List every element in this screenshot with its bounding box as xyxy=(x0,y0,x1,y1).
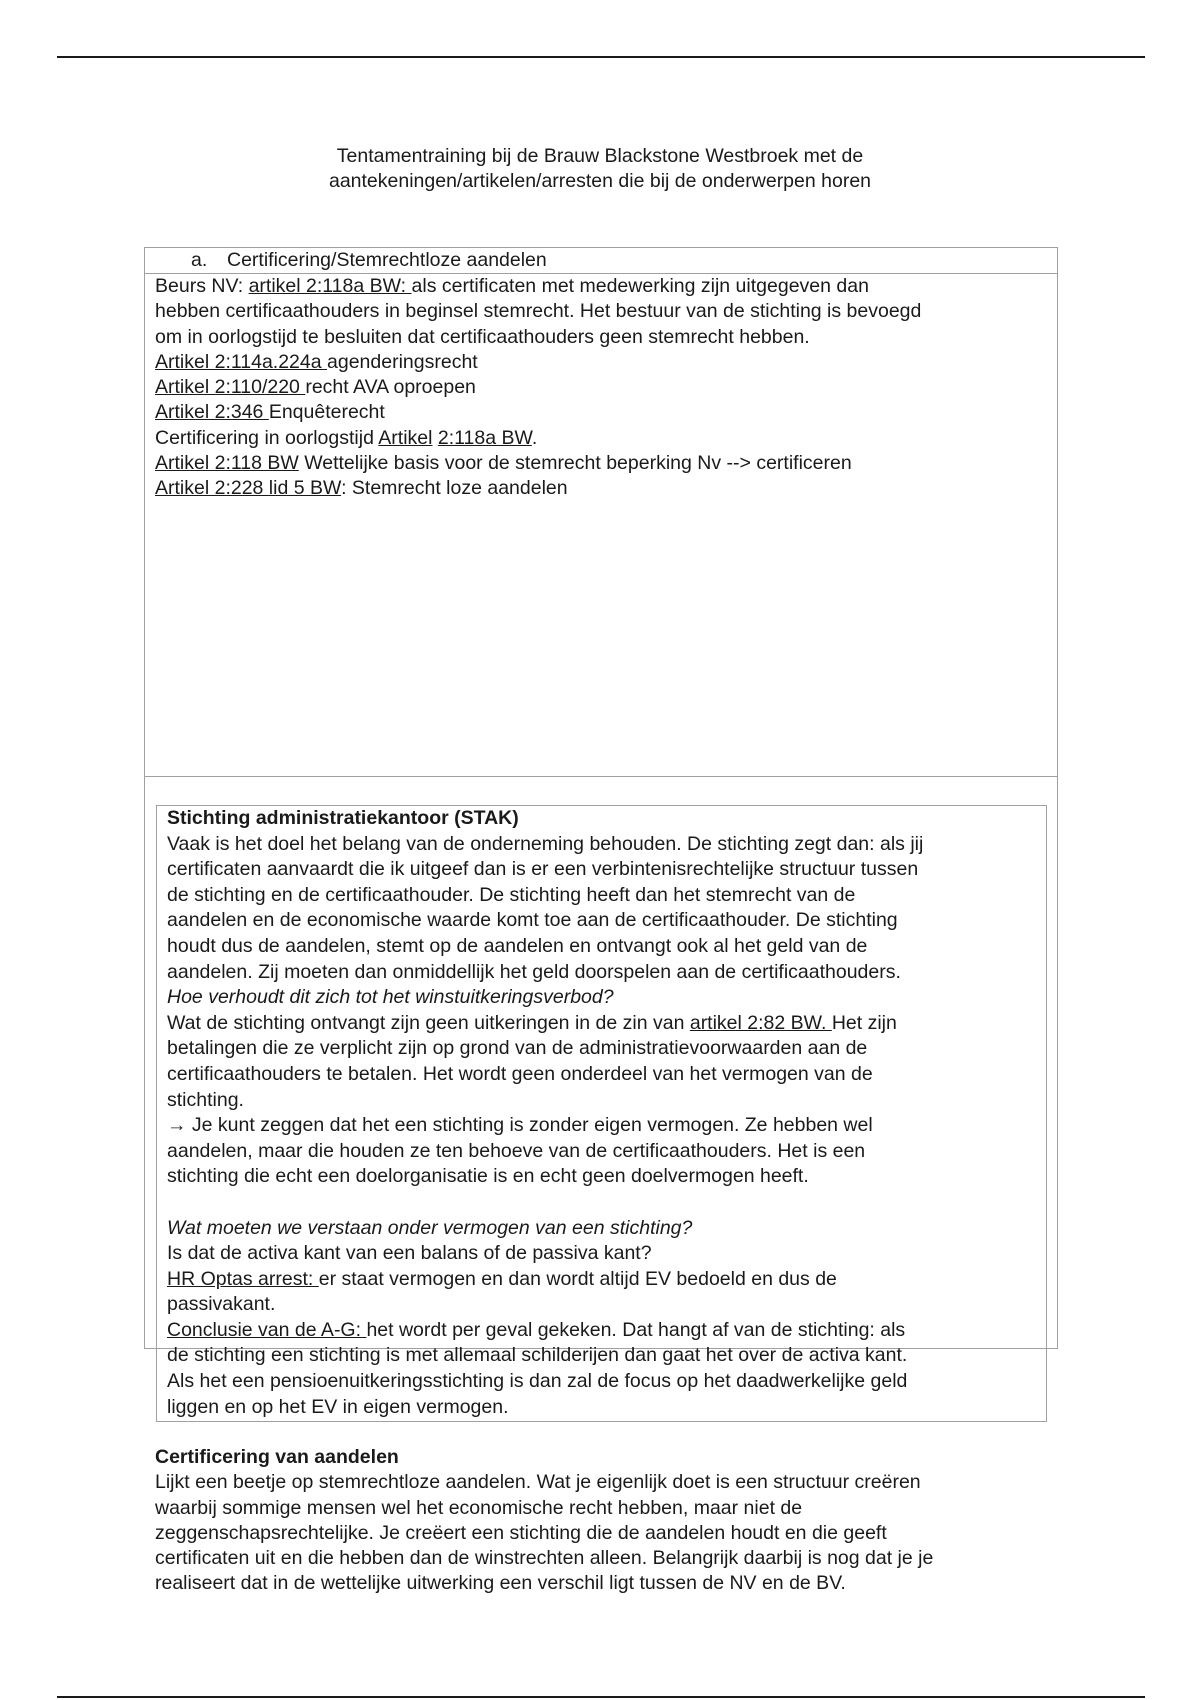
section-title: Certificering/Stemrechtloze aandelen xyxy=(227,249,547,271)
question-line: Wat moeten we verstaan onder vermogen van een stichting? xyxy=(167,1216,693,1239)
text-line: Artikel 2:110/220 recht AVA oproepen xyxy=(155,376,476,399)
article-reference: Artikel 2:114a.224a xyxy=(155,350,328,373)
article-reference: Artikel 2:228 lid 5 BW xyxy=(155,477,342,500)
article-reference: Artikel 2:346 xyxy=(155,401,269,424)
text-line: de stichting en de certificaathouder. De stichting heeft dan het stemrecht van de xyxy=(167,883,856,906)
article-reference: Artikel xyxy=(378,426,433,449)
text-line: Vaak is het doel het belang van de onderneming behouden. De stichting zegt dan: als jij xyxy=(167,832,924,855)
stak-box xyxy=(156,805,1047,1422)
text-line: de stichting een stichting is met allemaal schilderijen dan gaat het over de activa kant. xyxy=(167,1344,908,1367)
text-line: stichting. xyxy=(167,1088,244,1111)
text-line: certificaten uit en die hebben dan de winstrechten alleen. Belangrijk daarbij is nog dat je je xyxy=(155,1547,934,1570)
title-line-2: aantekeningen/artikelen/arresten die bij de onderwerpen horen xyxy=(328,170,872,192)
text-line: HR Optas arrest: er staat vermogen en dan wordt altijd EV bedoeld en dus de xyxy=(167,1267,837,1290)
article-reference: artikel 2:82 BW. xyxy=(689,1011,832,1034)
article-reference: Artikel 2:118 BW xyxy=(155,452,299,475)
text-line: betalingen die ze verplicht zijn op grond van de administratievoorwaarden aan de xyxy=(167,1037,868,1060)
section-letter: a. xyxy=(191,249,208,271)
text-line: Artikel 2:114a.224a agenderingsrecht xyxy=(155,350,478,373)
article-reference: artikel 2:118a BW: xyxy=(248,275,412,297)
text-line: liggen en op het EV in eigen vermogen. xyxy=(167,1395,509,1418)
certificering-section xyxy=(155,1445,1055,1597)
case-reference: Conclusie van de A-G: xyxy=(167,1318,367,1341)
text-line: aandelen, maar die houden ze ten behoeve van de certificaathouders. Het is een xyxy=(167,1139,866,1162)
text-line: → Je kunt zeggen dat het een stichting is zonder eigen vermogen. Ze hebben wel xyxy=(167,1114,873,1137)
stak-heading: Stichting administratiekantoor (STAK) xyxy=(167,807,519,829)
text-line: Lijkt een beetje op stemrechtloze aandelen. Wat je eigenlijk doet is een structuur creëren xyxy=(155,1471,921,1494)
footer-rule xyxy=(57,1696,1145,1698)
text-line: zeggenschapsrechtelijke. Je creëert een stichting die de aandelen houdt en die geeft xyxy=(155,1521,887,1544)
text-line: Wat de stichting ontvangt zijn geen uitkeringen in de zin van artikel 2:82 BW. Het zijn xyxy=(167,1011,897,1034)
text-line: Artikel 2:346 Enquêterecht xyxy=(155,401,385,424)
case-reference: HR Optas arrest: xyxy=(167,1267,319,1290)
text-line: Als het een pensioenuitkeringsstichting is dan zal de focus op het daadwerkelijke geld xyxy=(167,1370,908,1393)
text-line: houdt dus de aandelen, stemt op de aandelen en ontvangt ook al het geld van de xyxy=(167,934,868,957)
text-line: waarbij sommige mensen wel het economische recht hebben, maar niet de xyxy=(155,1496,803,1519)
text-line: aandelen. Zij moeten dan onmiddellijk het geld doorspelen aan de certificaathouders. xyxy=(167,960,901,983)
header-rule xyxy=(57,56,1145,58)
articles-cell xyxy=(145,274,1057,777)
certificering-heading: Certificering van aandelen xyxy=(155,1446,399,1468)
text-line: stichting die echt een doelorganisatie is en echt geen doelvermogen heeft. xyxy=(167,1165,809,1188)
title-line-1: Tentamentraining bij de Brauw Blackstone Westbroek met de xyxy=(336,145,864,167)
text-line: Artikel 2:228 lid 5 BW: Stemrecht loze aandelen xyxy=(155,477,568,500)
text-line: certificaten aanvaardt die ik uitgeef dan is er een verbintenisrechtelijke structuur tussen xyxy=(167,858,919,881)
text-line: certificaathouders te betalen. Het wordt geen onderdeel van het vermogen van de xyxy=(167,1062,873,1085)
text-line: Artikel 2:118 BW Wettelijke basis voor de stemrecht beperking Nv --> certificeren xyxy=(155,452,852,475)
blank-line xyxy=(167,1190,1046,1216)
text-line: Certificering in oorlogstijd Artikel 2:118a BW. xyxy=(155,426,538,449)
section-header xyxy=(145,248,1057,274)
text-line: passivakant. xyxy=(167,1293,276,1316)
text-line: realiseert dat in de wettelijke uitwerking een verschil ligt tussen de NV en de BV. xyxy=(155,1572,846,1595)
article-reference: 2:118a BW xyxy=(437,426,532,449)
text-line: aandelen en de economische waarde komt toe aan de certificaathouder. De stichting xyxy=(167,909,898,932)
article-reference: Artikel 2:110/220 xyxy=(155,376,306,399)
text-line: Beurs NV: artikel 2:118a BW: als certificaten met medewerking zijn uitgegeven dan xyxy=(155,275,869,297)
text-line: Conclusie van de A-G: het wordt per geval gekeken. Dat hangt af van de stichting: als xyxy=(167,1318,906,1341)
question-line: Hoe verhoudt dit zich tot het winstuitkeringsverbod? xyxy=(167,986,614,1009)
document-title xyxy=(150,144,1050,194)
text-line: om in oorlogstijd te besluiten dat certificaathouders geen stemrecht hebben. xyxy=(155,325,810,348)
text-line: hebben certificaathouders in beginsel stemrecht. Het bestuur van de stichting is bevoegd xyxy=(155,300,922,323)
section-table xyxy=(144,247,1058,1595)
text-line: Is dat de activa kant van een balans of de passiva kant? xyxy=(167,1242,652,1265)
